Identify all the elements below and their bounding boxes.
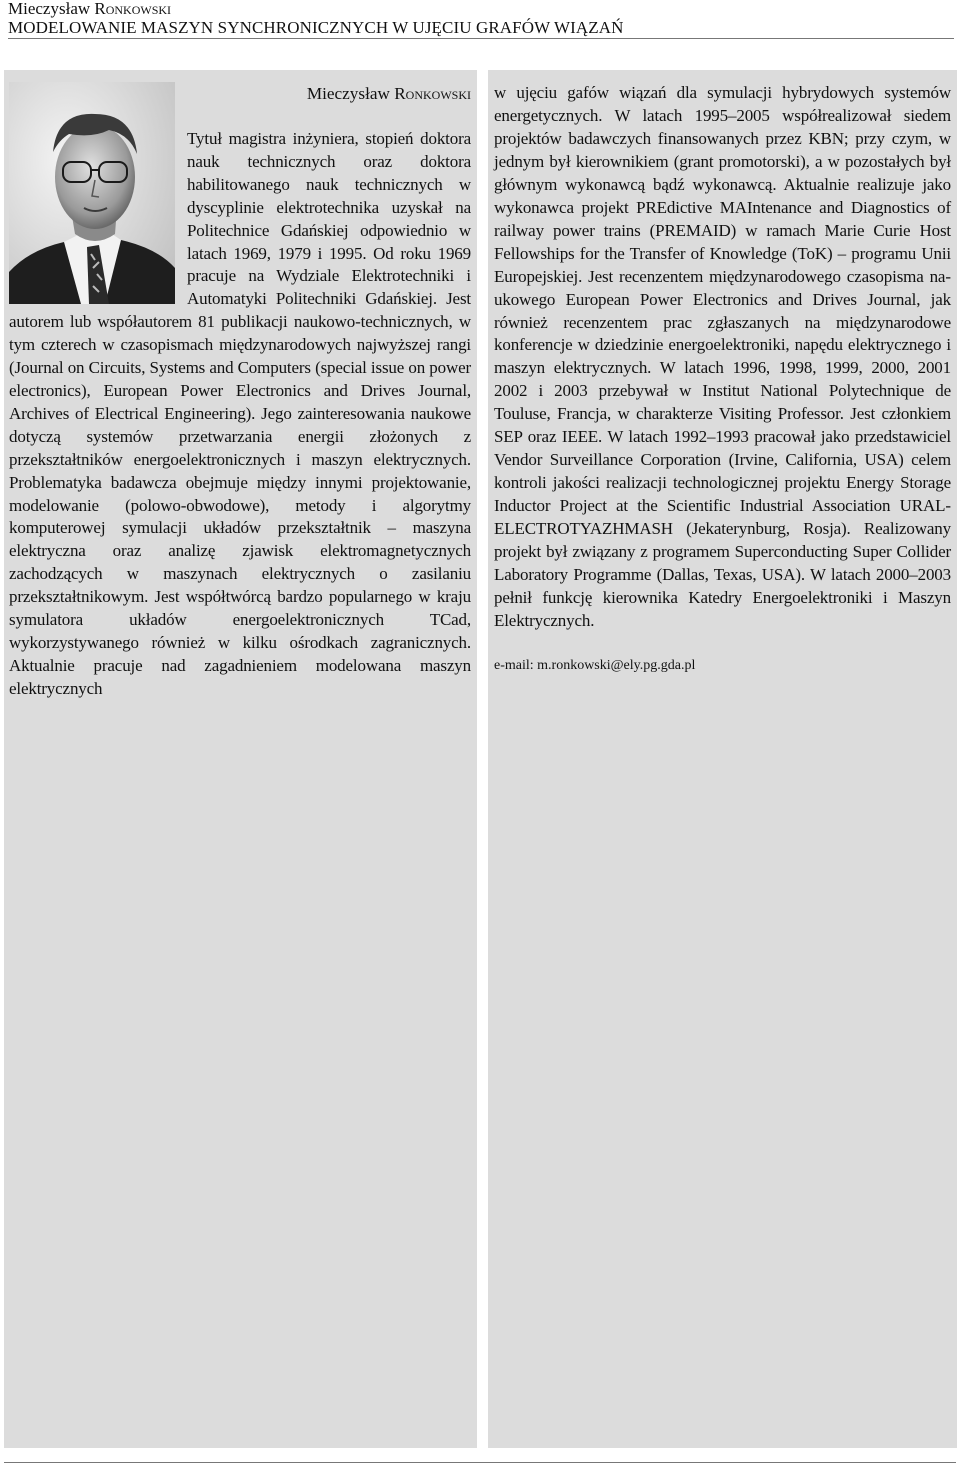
footer-rule — [4, 1462, 956, 1463]
running-head-author-last: Ronkowski — [94, 0, 172, 18]
bio-text-right: w ujęciu gafów wiązań dla symulacji hybrydowych systemów energetycznych. W latach 1995–2005 współrealizował siedem projektów badawczych finansowanych przez KBN; przy czym, w jednym był kierownikiem (grant promotorski), a w pozostałych był głównym wykonawcą bądź wykonawcą. Aktualnie realizuje jako wykonawca projekt PREdictive MAIntenance and Diagnostics of railway power trains (PREMAID) w ramach Marie Curie Host Fellowships for the Transfer of Knowledge (ToK) – programu Unii Europejskiej. Jest recenzentem międzynarodowego czasopisma naukowego European Power Electronics and Drives Journal, jak również recenzentem prac zgłaszanych na międzynarodowe konferencje w dziedzinie energoelektroniki, napędu elektrycznego i maszyn elektrycznych. W latach 1996, 1998, 1999, 2000, 2001 2002 i 2003 przebywał w Institut National Polytechnique de Touluse, Francja, w charakterze Visiting Professor. Jest członkiem SEP oraz IEEE. W latach 1992–1993 pracował jako przedstawiciel Vendor Surveillance Corporation (Irvine, California, USA) celem kontroli jakości realizacji technologicznej projektu Energy Storage Inductor Project at the Scientific Industrial Association URALELECTROTYAZHMASH (Jekaterynburg, Rosja). Realizowany projekt był związany z programem Superconducting Super Collider Laboratory Programme (Dallas, Texas, USA). W latach 2000–2003 pełnił funkcję kierownika Katedry Energoelektroniki i Maszyn Elektrycznych. — [494, 83, 951, 630]
running-head-author-first: Mieczysław — [8, 0, 91, 18]
bio-column-right — [488, 70, 957, 1448]
bio-text-left: Tytuł magistra inżyniera, stopień doktora nauk technicznych oraz doktora habilitowanego nauk technicznych w dyscyplinie elektrotechnika uzyskał na Politechnice Gdańskiej odpowiednio w latach 1969, 1979 i 1995. Od roku 1969 pracuje na Wydziale Elektrotechniki i Automatyki Politechniki Gdańskiej. Jest autorem lub współautorem 81 publikacji naukowo-technicznych, w tym czterech w czasopismach międzynarodowych najwyższej rangi (Journal on Circuits, Systems and Computers (special issue on power electronics), European Power Electronics and Drives Journal, Archives of Electrical Engineering). Jego zainteresowania naukowe dotyczą systemów przetwarzania energii złożonych z przekształtników energoelektronicznych i maszyn elektrycznych. Problematyka badawcza obejmuje między innymi projektowanie, modelowanie (polowo-obwodowe), metody i algorytmy komputerowej symulacji układów przekształtnik – maszyna elektryczna oraz analizę zjawisk elektromagnetycznych zachodzących w maszynach elektrycznych o zasilaniu przekształtnikowym. Jest współtwórcą bardzo popularnego w kraju symulatora układów energoelektronicznych TCad, wykorzystywanego również w kilku ośrodkach zagranicznych. Aktualnie pracuje nad zagadnieniem modelowana maszyn elektrycznych — [9, 129, 471, 698]
bio-author-first: Mieczysław — [306, 84, 390, 103]
header-rule — [8, 38, 954, 39]
bio-author-last: Ronkowski — [394, 84, 471, 103]
portrait-image — [9, 82, 175, 304]
running-head — [8, 0, 954, 38]
author-email: e-mail: m.ronkowski@ely.pg.gda.pl — [494, 657, 696, 673]
running-head-title: MODELOWANIE MASZYN SYNCHRONICZNYCH W UJĘCIU GRAFÓW WIĄZAŃ — [8, 18, 624, 37]
running-head-author — [8, 0, 954, 18]
author-portrait — [9, 82, 175, 304]
bio-column-left — [4, 70, 477, 1448]
